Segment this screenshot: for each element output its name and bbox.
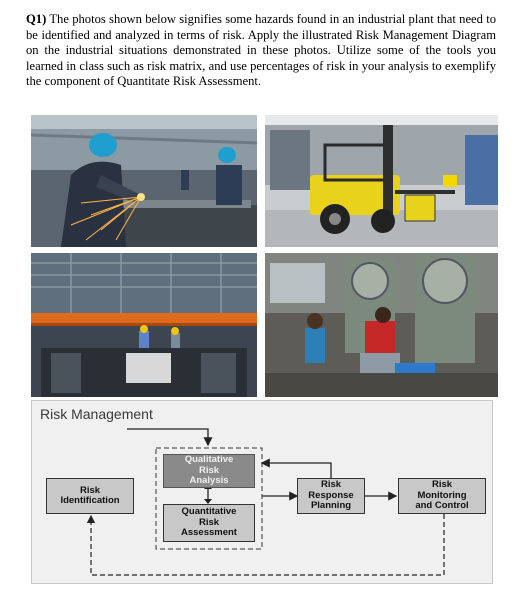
forklift-photo: [265, 115, 498, 247]
risk-response-planning-box: [297, 478, 365, 514]
risk-response-planning-label: Risk Response Planning: [308, 479, 354, 512]
diagram-title: Risk Management: [40, 406, 153, 422]
welding-workers-photo: [31, 115, 257, 247]
qualitative-risk-analysis-box: [163, 454, 255, 488]
risk-identification-label: Risk Identification: [60, 484, 120, 506]
risk-management-diagram: [31, 400, 493, 584]
risk-monitoring-control-label: Risk Monitoring and Control: [415, 479, 469, 512]
qualitative-risk-analysis-label: Qualitative Risk Analysis: [184, 454, 234, 487]
quantitative-risk-assessment-box: [163, 504, 255, 542]
press-machine-workers-photo: [265, 253, 498, 397]
question-number: Q1): [26, 12, 47, 26]
risk-identification-box: [46, 478, 134, 514]
overhead-crane-factory-photo: [31, 253, 257, 397]
quantitative-risk-assessment-label: Quantitative Risk Assessment: [181, 506, 237, 539]
question-paragraph: [26, 12, 496, 90]
risk-monitoring-control-box: [398, 478, 486, 514]
question-text: The photos shown below signifies some hazards found in an industrial plant that need to be identified and analyzed in terms of risk. Apply the illustrated Risk Management Diagram on the industrial situations demonstrated in these photos. Utilize some of the tools you learned in class such as risk matrix, and use percentages of risk in your analysis to exemplify the component of Quantitate Risk Assessment.: [26, 12, 496, 89]
